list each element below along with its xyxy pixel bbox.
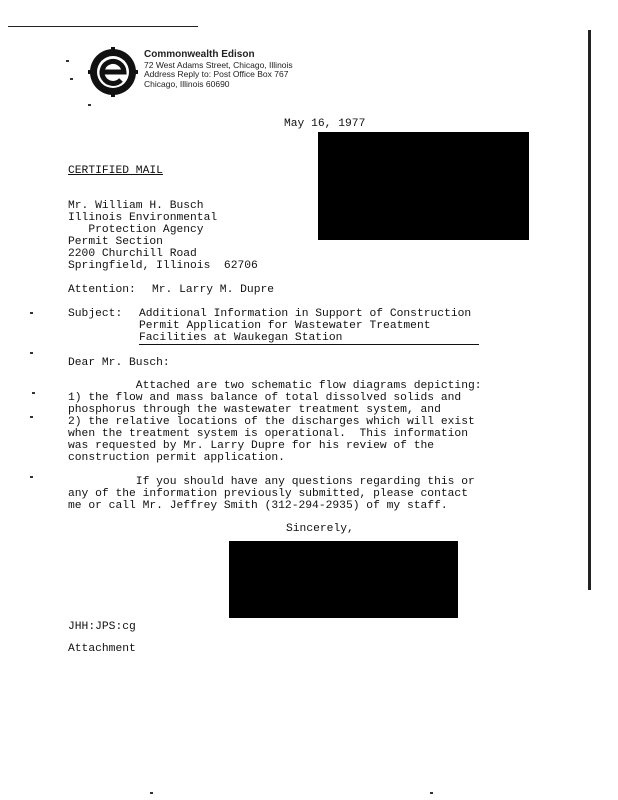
recipient-section: Permit Section	[68, 236, 163, 248]
page-edge-mark	[588, 30, 591, 590]
subject-label: Subject:	[68, 308, 123, 320]
company-name: Commonwealth Edison	[144, 49, 255, 60]
margin-speck	[70, 78, 73, 80]
margin-speck	[66, 60, 69, 62]
recipient-org-line-1: Illinois Environmental	[68, 212, 218, 224]
redaction-block-top	[318, 132, 529, 240]
paragraph-2-line-3: me or call Mr. Jeffrey Smith (312-294-2935) of my staff.	[68, 500, 448, 512]
paragraph-1-line-7: construction permit application.	[68, 452, 285, 464]
subject-line-1: Additional Information in Support of Construction	[139, 308, 472, 320]
subject-underline	[139, 344, 479, 345]
paragraph-1-line-6: was requested by Mr. Larry Dupre for his review of the	[68, 440, 435, 452]
subject-line-2: Permit Application for Wastewater Treatment	[139, 320, 431, 332]
letter-date: May 16, 1977	[284, 118, 366, 130]
paragraph-2-line-2: any of the information previously submitted, please contact	[68, 488, 468, 500]
closing: Sincerely,	[286, 523, 354, 535]
margin-speck	[430, 792, 433, 794]
paragraph-1-line-4: 2) the relative locations of the discharges which will exist	[68, 416, 475, 428]
recipient-street: 2200 Churchill Road	[68, 248, 197, 260]
enclosure-notation: Attachment	[68, 643, 136, 655]
paragraph-1-line-1: Attached are two schematic flow diagrams depicting:	[68, 380, 482, 392]
margin-speck	[30, 476, 33, 478]
commonwealth-edison-logo-icon	[88, 47, 138, 97]
recipient-org-line-2: Protection Agency	[68, 224, 204, 236]
reference-initials: JHH:JPS:cg	[68, 621, 136, 633]
address-line-1: 72 West Adams Street, Chicago, Illinois	[144, 59, 293, 70]
attention-value: Mr. Larry M. Dupre	[152, 284, 275, 296]
margin-speck	[32, 392, 35, 394]
address-line-3: Chicago, Illinois 60690	[144, 78, 230, 89]
paragraph-1-line-5: when the treatment system is operational. This information	[68, 428, 468, 440]
delivery-method: CERTIFIED MAIL	[68, 165, 163, 177]
attention-label: Attention:	[68, 284, 136, 296]
paragraph-1-line-3: phosphorus through the wastewater treatment system, and	[68, 404, 441, 416]
margin-speck	[30, 312, 33, 314]
redaction-block-signature	[229, 541, 458, 618]
margin-speck	[30, 416, 33, 418]
margin-speck	[88, 104, 91, 106]
salutation: Dear Mr. Busch:	[68, 357, 170, 369]
margin-speck	[30, 352, 33, 354]
margin-speck	[150, 792, 153, 794]
recipient-city: Springfield, Illinois 62706	[68, 260, 258, 272]
recipient-name: Mr. William H. Busch	[68, 200, 204, 212]
letterhead	[144, 50, 293, 89]
paragraph-1-line-2: 1) the flow and mass balance of total dissolved solids and	[68, 392, 462, 404]
address-line-2: Address Reply to: Post Office Box 767	[144, 69, 289, 79]
paragraph-2-line-1: If you should have any questions regarding this or	[68, 476, 475, 488]
subject-line-3: Facilities at Waukegan Station	[139, 332, 343, 344]
top-rule-divider	[8, 26, 198, 27]
